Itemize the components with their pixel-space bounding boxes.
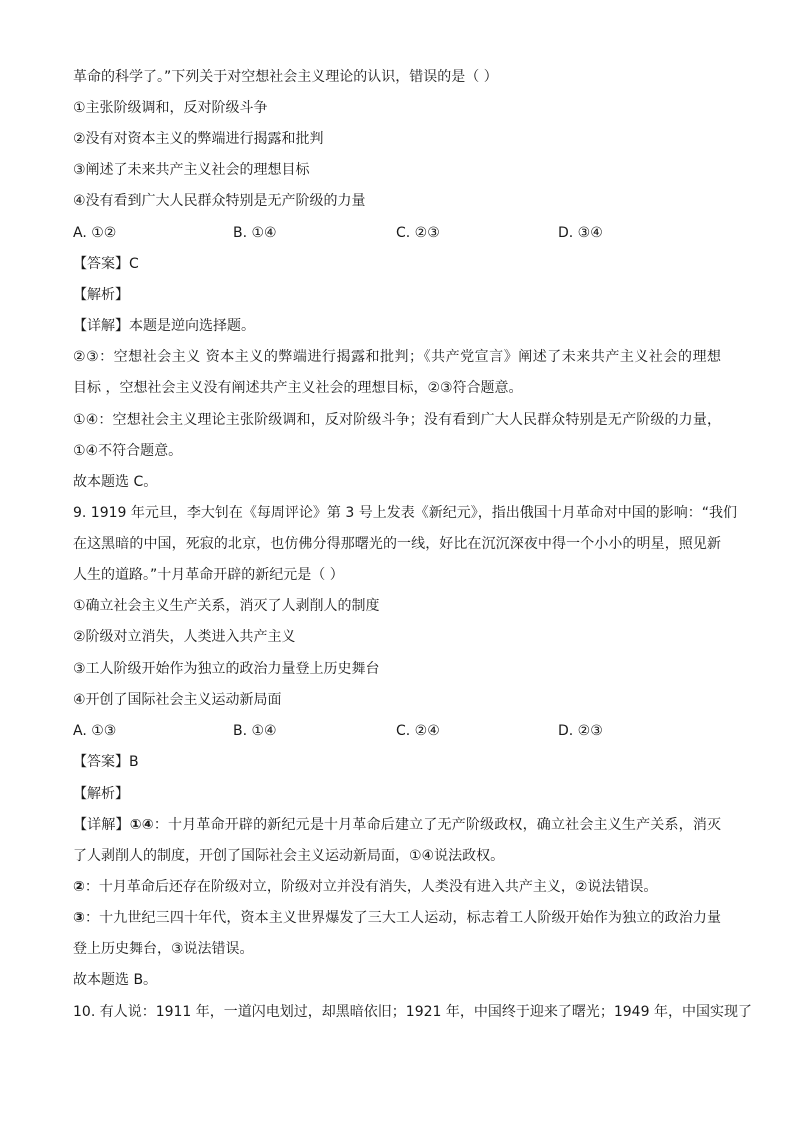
- q9-stem-2: 在这黑暗的中国，死寂的北京，也仿佛分得那曙光的一线，好比在沉沉深夜中得一个小小的明星，照见新: [73, 536, 721, 552]
- q8-explain-2: 目标 ，空想社会主义没有阐述共产主义社会的理想目标，②③符合题意。: [73, 380, 523, 396]
- q9-option-a: A. ①③: [73, 723, 117, 739]
- explain-text: ：十月革命后还存在阶级对立，阶级对立并没有消失，人类没有进入共产主义，②说法错误。: [84, 879, 658, 895]
- q8-conclusion: 故本题选 C。: [73, 474, 158, 490]
- q8-choice-1: ①主张阶级调和，反对阶级斗争: [73, 100, 268, 116]
- q8-stem-tail: 革命的科学了。”下列关于对空想社会主义理论的认识，错误的是（ ）: [73, 69, 498, 85]
- q8-option-c: C. ②③: [396, 225, 440, 241]
- explain-mark: ②: [73, 879, 85, 895]
- q10-stem: 10. 有人说：1911 年，一道闪电划过，却黑暗依旧；1921 年，中国终于迎来了曙光；1949 年，中国实现了: [73, 1004, 752, 1020]
- q9-conclusion: 故本题选 B。: [73, 972, 158, 988]
- q8-choice-2: ②没有对资本主义的弊端进行揭露和批判: [73, 131, 324, 147]
- detail-text: ：十月革命开辟的新纪元是十月革命后建立了无产阶级政权，确立社会主义生产关系，消灭: [153, 817, 722, 833]
- q9-answer: [73, 753, 139, 771]
- detail-mark: ①④: [129, 817, 154, 833]
- q9-explain-2: [73, 878, 657, 896]
- q8-analysis-tag: 【解析】: [73, 287, 129, 303]
- q9-explain-3a: [73, 909, 721, 927]
- q9-option-d: D. ②③: [558, 723, 603, 739]
- q9-choice-4: ④开创了国际社会主义运动新局面: [73, 692, 282, 708]
- q9-stem-3: 人生的道路。”十月革命开辟的新纪元是（ ）: [73, 567, 344, 583]
- detail-tag: 【详解】: [73, 318, 129, 334]
- answer-tag: 【答案】: [73, 256, 129, 272]
- q8-detail: [73, 317, 255, 335]
- explain-mark: ③: [73, 910, 85, 926]
- q9-choice-3: ③工人阶级开始作为独立的政治力量登上历史舞台: [73, 661, 380, 677]
- q9-detail-1: [73, 816, 721, 834]
- q8-explain-1: ②③：空想社会主义 资本主义的弊端进行揭露和批判；《共产党宣言》阐述了未来共产主义社会的理想: [73, 349, 721, 365]
- q9-choice-1: ①确立社会主义生产关系，消灭了人剥削人的制度: [73, 598, 380, 614]
- q9-option-b: B. ①④: [233, 723, 277, 739]
- q8-option-d: D. ③④: [558, 225, 603, 241]
- q8-explain-4: ①④不符合题意。: [73, 443, 183, 459]
- q8-choice-3: ③阐述了未来共产主义社会的理想目标: [73, 162, 310, 178]
- detail-tag: 【详解】: [73, 817, 130, 833]
- answer-value: B: [129, 754, 139, 770]
- q8-choice-4: ④没有看到广大人民群众特别是无产阶级的力量: [73, 193, 366, 209]
- detail-intro: 本题是逆向选择题。: [129, 318, 255, 334]
- q8-option-a: A. ①②: [73, 225, 117, 241]
- q8-answer: [73, 255, 139, 273]
- q9-choice-2: ②阶级对立消失，人类进入共产主义: [73, 629, 296, 645]
- q9-option-c: C. ②④: [396, 723, 440, 739]
- q8-option-b: B. ①④: [233, 225, 277, 241]
- answer-tag: 【答案】: [73, 754, 129, 770]
- q9-stem-1: 9. 1919 年元旦，李大钊在《每周评论》第 3 号上发表《新纪元》，指出俄国十月革命对中国的影响：“我们: [73, 505, 737, 521]
- q9-explain-3b: 登上历史舞台，③说法错误。: [73, 941, 254, 957]
- q9-analysis-tag: 【解析】: [73, 786, 129, 802]
- q9-detail-2: 了人剥削人的制度，开创了国际社会主义运动新局面，①④说法政权。: [73, 848, 505, 864]
- explain-text: ：十九世纪三四十年代，资本主义世界爆发了三大工人运动，标志着工人阶级开始作为独立的政治力量: [85, 910, 722, 926]
- q8-explain-3: ①④：空想社会主义理论主张阶级调和，反对阶级斗争；没有看到广大人民群众特别是无产阶级的力量，: [73, 412, 721, 428]
- answer-value: C: [129, 256, 139, 272]
